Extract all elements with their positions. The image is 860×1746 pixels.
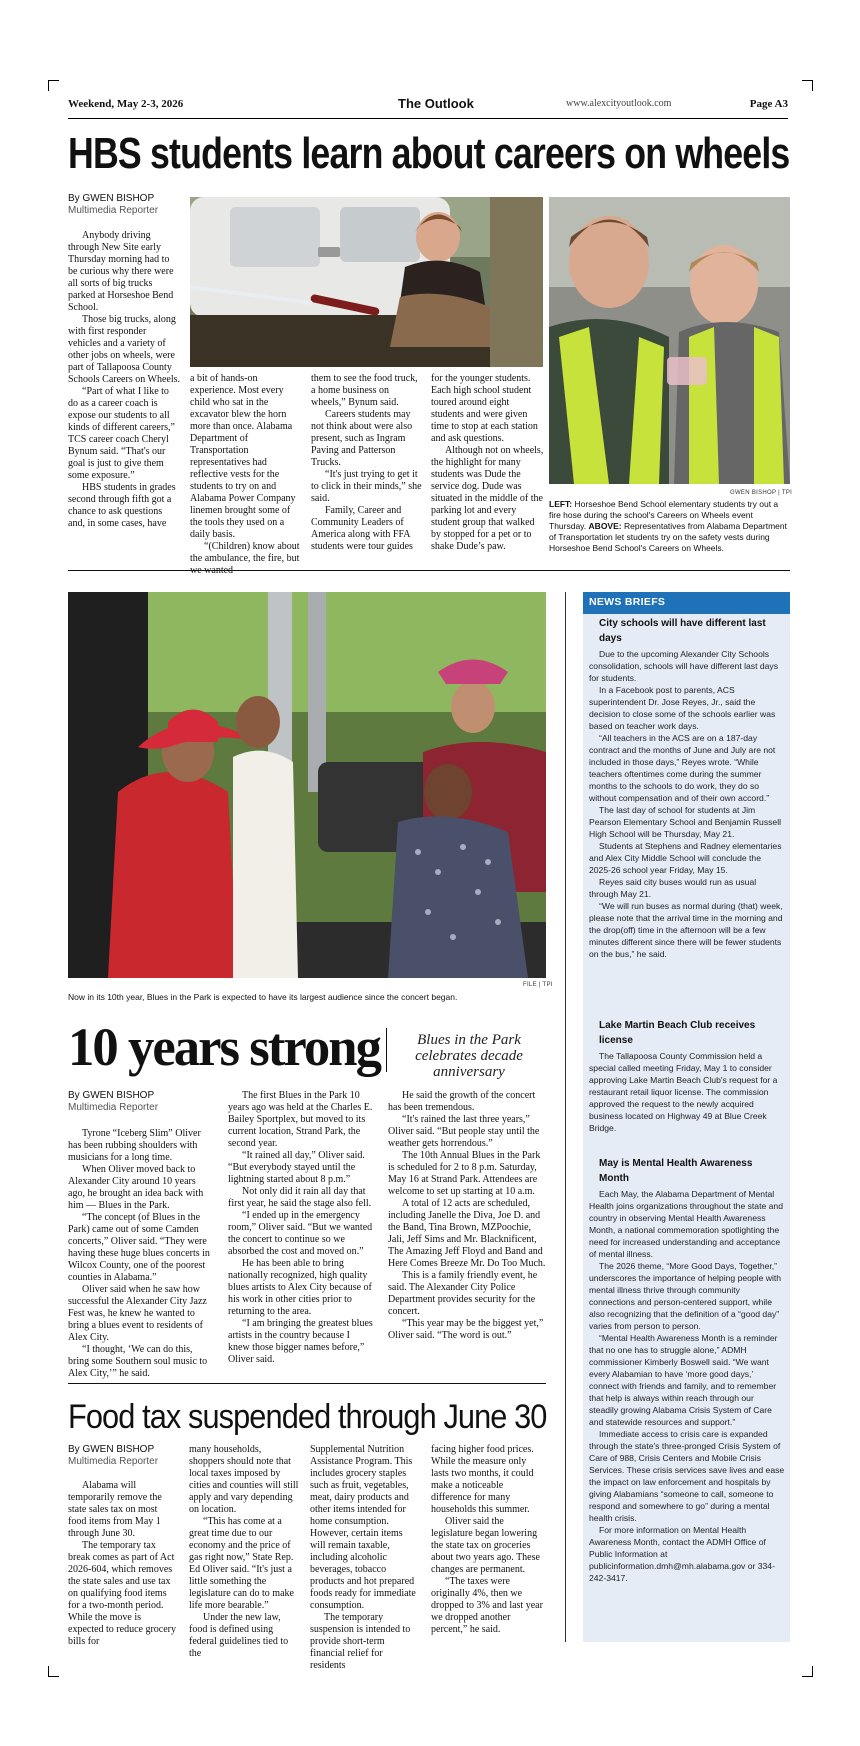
story2-column-1 [68,1128,214,1380]
story1-byline [68,193,158,217]
blues-in-the-park-photo [68,592,546,978]
paragraph: Due to the upcoming Alexander City Schools consolidation, schools will have different last days for students. [589,649,779,683]
crop-mark [802,80,813,91]
paragraph: Family, Career and Community Leaders of America along with FFA students were tour guides [311,505,413,552]
paragraph: “It's rained the last three years,” Oliver said. “But people stay until the weather gets horrendous.” [388,1114,540,1149]
paragraph: Under the new law, food is defined using federal guidelines tied to the [189,1612,289,1659]
story2-column-3 [388,1090,546,1342]
news-briefs-sidebar [583,592,790,1642]
paragraph: facing higher food prices. While the measure only lasts two months, it could make a noticeable difference for many households this summer. [431,1444,534,1515]
crop-mark [48,80,59,91]
paragraph: Tyrone “Iceberg Slim” Oliver has been rubbing shoulders with musicians for a long time. [68,1128,201,1163]
paragraph: for the younger students. Each high school student toured around eight students and were given time to stop at each station and ask questions. [431,373,538,444]
paragraph: Careers students may not think about were also present, such as Ingram Paving and Patterson Trucks. [311,409,413,468]
paragraph: When Oliver moved back to Alexander City around 10 years ago, he brought an idea back with him — Blues in the Park. [68,1164,204,1211]
photo-illustration [190,197,543,367]
crop-mark [802,1666,813,1677]
paper-name: The Outlook [398,96,474,111]
paragraph: The 2026 theme, “More Good Days, Together,” underscores the importance of helping people with mental illness thrive through community connections and person-centered support, while also recognizing that the definition of a “good day” varies from person to person. [589,1261,782,1331]
paragraph: “Mental Health Awareness Month is a reminder that no one has to struggle alone,” ADMH commissioner Kimberly Boswell said. “We want every Alabamian to have ‘more good days,’ connect with friends and family, and to remember that help is always within reach through our steadily growing Alabama Crisis System of Care and statewide resources and support.” [589,1333,778,1427]
caption-label: LEFT: [549,499,573,509]
paragraph: Oliver said when he saw how successful the Alexander City Jazz Fest was, he knew he wanted to bring a blues event to residents of Alex City. [68,1284,207,1343]
paragraph: a bit of hands-on experience. Most every child who sat in the excavator blew the horn more than once. Alabama Department of Transportation representatives had reflective vests for the students to try on and Alabama Power Company linemen brought some of the tools they used on a daily basis. [190,373,296,540]
paragraph: “We will run buses as normal during (that) week, please note that the arrival time in the morning and the drop(off) time in the afternoon will be a few minutes different since there will be fewer students on the bus,” he said. [589,901,783,959]
story1-column-3 [311,373,424,553]
paragraph: The Tallapoosa County Commission held a special called meeting Friday, May 1 to consider approving Lake Martin Beach Club's request for a restaurant retail liquor license. The commission approved the request to the newly acquired business located on Highway 49 at Blue Creek Bridge. [589,1051,778,1133]
paragraph: “All teachers in the ACS are on a 187-day contract and the months of June and July are not included in those days,” Reyes wrote. “While teachers oftentimes come during the summer months to the schools to do work, they do so without compensation and of their own accord.” [589,733,776,803]
paragraph: This is a family friendly event, he said. The Alexander City Police Department provides security for the concert. [388,1270,538,1317]
byline-author: By GWEN BISHOP [68,1090,155,1101]
story2-column-2 [228,1090,374,1366]
story3-column-2 [189,1444,299,1660]
paragraph: Students at Stephens and Radney elementaries and Alex City Middle School will conclude the 2025-26 school year Friday, May 15. [589,841,782,875]
story3-headline: Food tax suspended through June 30 [68,1398,547,1436]
byline-role: Multimedia Reporter [68,1102,159,1113]
section-divider [68,570,790,571]
paragraph: He has been able to bring nationally recognized, high quality blues artists to Alex City because of his work in other cities prior to returning to the area. [228,1258,372,1317]
paragraph: The first Blues in the Park 10 years ago was held at the Charles E. Bailey Sportplex, but moved to its current location, Strand Park, the second year. [228,1090,373,1149]
paragraph: For more information on Mental Health Awareness Month, contact the ADMH Office of Public Information at publicinformation.dmh@mh.alabama.gov or 334-242-3417. [589,1525,775,1583]
column-divider [565,592,566,1642]
byline-author: By GWEN BISHOP [68,1444,155,1455]
folio-bar [68,98,788,119]
paragraph: “This has come at a great time due to our economy and the price of gas right now,” State Rep. Ed Oliver said. “It's just a little something the legislature can do to make life more bearable.” [189,1516,294,1611]
paragraph: many households, shoppers should note that local taxes imposed by cities and counties will still apply and vary depending on location. [189,1444,299,1515]
paragraph: “It's just trying to get it to click in their minds,” she said. [311,469,422,504]
caption-label: ABOVE: [588,521,622,531]
paragraph: The last day of school for students at Jim Pearson Elementary School and Benjamin Russell High School will be Thursday, May 21. [589,805,782,839]
paragraph: “I thought, ‘We can do this, bring some Southern soul music to Alex City,’” he said. [68,1344,208,1379]
paragraph: The temporary suspension is intended to provide short-term financial relief for residents [310,1612,411,1671]
paragraph: “The concept (of Blues in the Park) came out of some Camden concerts,” Oliver said. “They were having these huge blues concerts in Wilcox County, one of the poorest counties in Alabama.” [68,1212,210,1283]
photo-illustration [68,592,546,978]
paragraph: Reyes said city buses would run as usual through May 21. [589,877,757,899]
section-divider [68,1383,546,1384]
caption-text: Representatives from Alabama Department of Transportation let students try on the safety vests during Horseshoe Bend School's Careers on Wheels. [549,521,787,553]
photo-credit: GWEN BISHOP | TPI [730,490,793,496]
story2-deck: Blues in the Park celebrates decade anniversary [415,1032,523,1080]
photo-credit: FILE | TPI [523,982,553,988]
story2-photo-caption: Now in its 10th year, Blues in the Park is expected to have its largest audience since the concert began. [68,992,458,1002]
issue-date: Weekend, May 2-3, 2026 [68,98,184,110]
paragraph: “The taxes were originally 4%, then we dropped to 3% and last year we dropped another percent,” he said. [431,1576,543,1635]
brief-title: City schools will have different last days [599,618,766,644]
paragraph: HBS students in grades second through fifth got a chance to ask questions and, in some cases, have [68,482,176,529]
paragraph: The 10th Annual Blues in the Park is scheduled for 2 to 8 p.m. Saturday, May 16 at Strand Park. Attendees are welcome to set up starting at 10 a.m. [388,1150,541,1197]
brief-mental-health [589,1156,785,1584]
brief-title: May is Mental Health Awareness Month [599,1158,753,1184]
byline-role: Multimedia Reporter [68,205,159,216]
news-briefs-header: NEWS BRIEFS [583,592,790,614]
story2-byline [68,1090,158,1114]
paragraph: “I am bringing the greatest blues artists in the country because I knew those bigger names before,” Oliver said. [228,1318,373,1365]
paragraph: Oliver said the legislature began lowering the state tax on groceries about two years ago. These changes are permanent. [431,1516,540,1575]
deck-divider [386,1028,387,1072]
story1-headline: HBS students learn about careers on wheels [68,129,790,178]
story3-column-4 [431,1444,546,1636]
paragraph: Although not on wheels, the highlight for many students was Dude the service dog. Dude was situated in the middle of the parking lot and every student group that walked by stopped for a pet or to shake Dude’s paw. [431,445,544,552]
brief-lake-martin [589,1018,785,1134]
story3-byline [68,1444,158,1468]
paragraph: them to see the food truck, a home business on wheels,” Bynum said. [311,373,418,408]
paragraph: “I ended up in the emergency room,” Oliver said. “But we wanted the concert to continue so we absorbed the cost and moved on.” [228,1210,373,1257]
crop-mark [48,1666,59,1677]
story1-column-4 [431,373,544,553]
story3-column-1 [68,1480,178,1648]
story3-column-3 [310,1444,420,1672]
byline-author: By GWEN BISHOP [68,193,155,204]
paragraph: “(Children) know about the ambulance, the fire, but [190,541,300,564]
paragraph: “This year may be the biggest yet,” Oliver said. “The word is out.” [388,1318,544,1341]
paragraph: Immediate access to crisis care is expanded through the state's three-pronged Crisis System of Care of 988, Crisis Centers and Mobile Crisis Services. These crisis services save lives and ease the impact on law enforcement and hospitals by giving Alabamians “someone to call, someone to respond and somewhere to go” during a mental health crisis. [589,1429,785,1523]
paragraph: Supplemental Nutrition Assistance Program. This includes grocery staples such as fruit, vegetables, meat, dairy products and other items intended for home consumption. However, certain items will remain taxable, including alcoholic beverages, tobacco products and hot prepared foods ready for immediate consumption. [310,1444,416,1611]
fire-hose-photo [190,197,543,367]
paragraph: The temporary tax break comes as part of Act 2026-604, which removes the state sales and use tax on qualifying food items for a two-month period. While the move is expected to reduce grocery bills for [68,1540,176,1647]
story1-column-2 [190,373,303,577]
brief-city-schools [589,616,785,960]
story1-column-1 [68,230,181,530]
paragraph: A total of 12 acts are scheduled, including Janelle the Diva, Joe D. and the Band, Tina Brown, MZPoochie, Jali, Jeff Sims and Mr. Blacknificent, The Amazing Jeff Floyd and Band and Here Comes Breeze Mr. Do Too Much. [388,1198,546,1269]
safety-vest-photo [549,197,790,484]
caption-text: Horseshoe Bend School elementary students try out a fire hose during the school's Careers on Wheels event Thursday. [549,499,779,531]
paragraph: Each May, the Alabama Department of Mental Health joins organizations throughout the state and country in observing Mental Health Awareness Month, a national commemoration spotlighting the need for increased understanding and acceptance of mental illness. [589,1189,783,1259]
paragraph: “Part of what I like to do as a career coach is expose our students to all kinds of different careers,” TCS career coach Cheryl Bynum said. “That's our goal is just to give them some exposure.” [68,386,175,481]
page-number: Page A3 [749,98,788,110]
story1-caption [549,499,790,554]
brief-title: Lake Martin Beach Club receives license [599,1020,756,1046]
website-url[interactable]: www.alexcityoutlook.com [566,98,672,109]
photo-illustration [549,197,790,484]
byline-role: Multimedia Reporter [68,1456,159,1467]
paragraph: “It rained all day,” Oliver said. “But everybody stayed until the lightning started about 8 p.m.” [228,1150,365,1185]
story2-headline: 10 years strong [68,1017,380,1077]
paragraph: Alabama will temporarily remove the state sales tax on most food items from May 1 through June 30. [68,1480,162,1539]
paragraph: Anybody driving through New Site early Thursday morning had to be curious why there were all sorts of big trucks parked at Horseshoe Bend School. [68,230,174,313]
paragraph: In a Facebook post to parents, ACS superintendent Dr. Jose Reyes, Jr., said the decision to close some of the schools earlier was based on teacher work days. [589,685,776,731]
paragraph: Those big trucks, along with first responder vehicles and a variety of other jobs on wheels, were part of Tallapoosa County Schools Careers on Wheels. [68,314,181,385]
paragraph: He said the growth of the concert has been tremendous. [388,1090,536,1113]
paragraph: Not only did it rain all day that first year, he said the stage also fell. [228,1186,372,1209]
